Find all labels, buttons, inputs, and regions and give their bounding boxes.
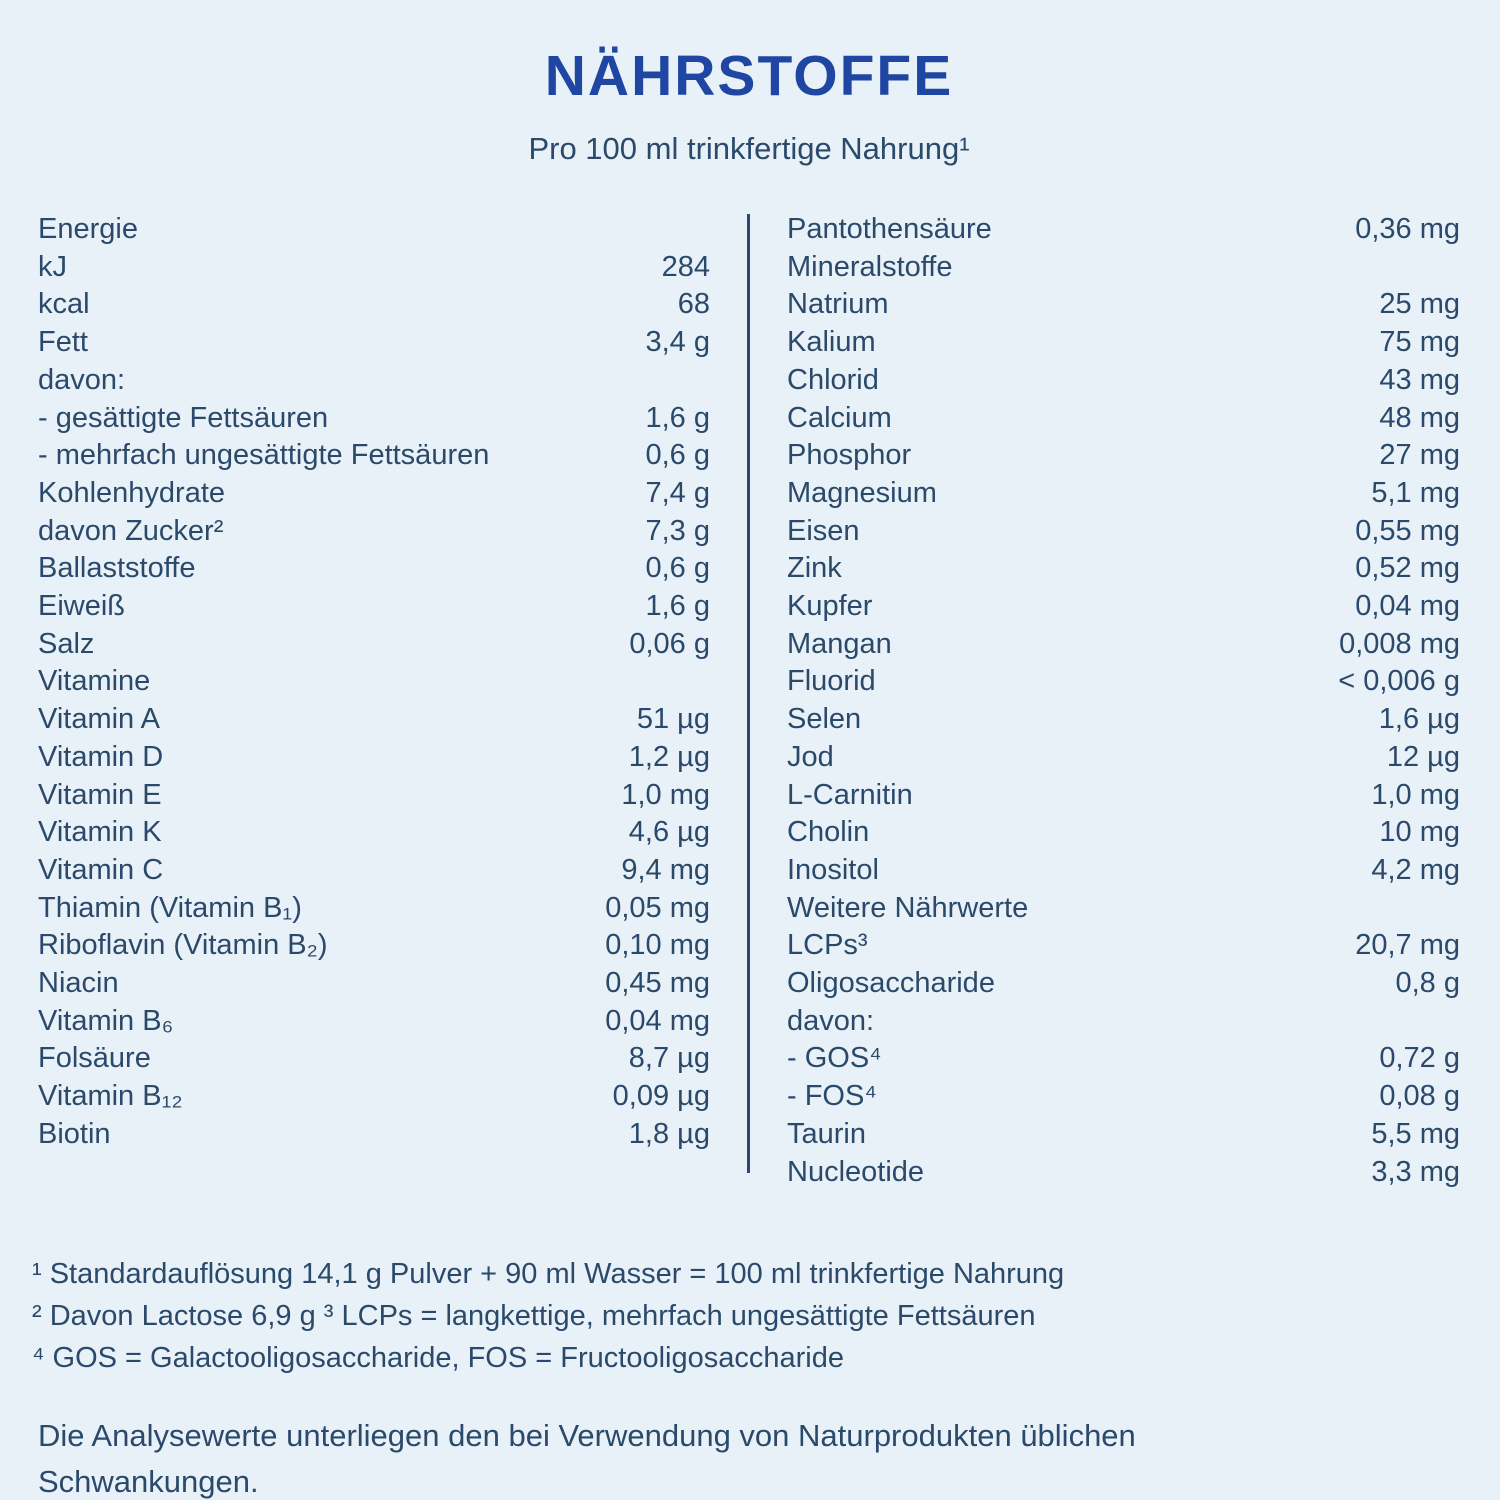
table-row: [787, 1078, 1460, 1116]
table-row: [787, 814, 1460, 852]
nutrient-label: Zink: [787, 552, 842, 585]
nutrient-table-left-column: [38, 211, 710, 1154]
nutrient-value: 3,4 g: [645, 326, 710, 359]
nutrient-label: Cholin: [787, 816, 870, 849]
footnote-line: ¹ Standardauflösung 14,1 g Pulver + 90 ml Wasser = 100 ml trinkfertige Nahrung: [32, 1258, 1065, 1291]
table-row: [38, 550, 710, 588]
table-row: [787, 550, 1460, 588]
table-row: [38, 701, 710, 739]
nutrient-value: 1,6 g: [645, 590, 710, 623]
nutrient-label: Kupfer: [787, 590, 873, 623]
nutrient-value: 0,72 g: [1379, 1042, 1460, 1075]
nutrient-value: 7,3 g: [645, 514, 710, 547]
nutrient-value: 1,6 µg: [1378, 703, 1460, 736]
nutrient-value: 10 mg: [1379, 816, 1460, 849]
table-row: [787, 324, 1460, 362]
nutrient-label: davon Zucker²: [38, 514, 224, 547]
nutrient-value: 0,05 mg: [605, 891, 710, 924]
nutrient-label: kcal: [38, 288, 90, 321]
nutrient-value: 68: [677, 288, 710, 321]
table-row: [787, 927, 1460, 965]
table-row: [787, 286, 1460, 324]
table-row: [38, 475, 710, 513]
nutrient-label: Biotin: [38, 1117, 111, 1150]
table-row: [38, 588, 710, 626]
nutrient-label: Calcium: [787, 401, 892, 434]
table-row: [787, 249, 1460, 287]
nutrient-label: Mangan: [787, 627, 892, 660]
nutrient-label: Taurin: [787, 1117, 866, 1150]
nutrient-value: 27 mg: [1379, 439, 1460, 472]
nutrient-value: 0,6 g: [645, 439, 710, 472]
table-row: [38, 513, 710, 551]
nutrient-value: 5,5 mg: [1371, 1117, 1460, 1150]
nutrient-label: Inositol: [787, 853, 879, 886]
nutrient-label: kJ: [38, 250, 67, 283]
nutrient-label: Kohlenhydrate: [38, 476, 226, 509]
nutrient-label: Oligosaccharide: [787, 967, 995, 1000]
table-row: [38, 362, 710, 400]
table-row: [38, 1040, 710, 1078]
nutrient-value: 1,6 g: [645, 401, 710, 434]
nutrient-label: Nucleotide: [787, 1155, 925, 1188]
page-title: NÄHRSTOFFE: [544, 44, 954, 108]
table-row: [787, 890, 1460, 928]
nutrient-value: 75 mg: [1379, 326, 1460, 359]
nutrient-value: 1,2 µg: [628, 740, 710, 773]
nutrient-label: LCPs³: [787, 929, 868, 962]
nutrient-label: Fett: [38, 326, 88, 359]
nutrient-label: Vitamin B₁₂: [38, 1080, 183, 1113]
nutrient-label: Chlorid: [787, 363, 879, 396]
nutrient-value: 9,4 mg: [621, 853, 710, 886]
nutrient-value: 0,008 mg: [1339, 627, 1460, 660]
table-row: [38, 814, 710, 852]
nutrient-value: 43 mg: [1379, 363, 1460, 396]
nutrient-value: 8,7 µg: [628, 1042, 710, 1075]
table-row: [38, 890, 710, 928]
nutrient-label: Weitere Nährwerte: [787, 891, 1029, 924]
nutrient-value: 1,0 mg: [1371, 778, 1460, 811]
column-divider: [747, 214, 750, 1173]
footnote-line: ² Davon Lactose 6,9 g ³ LCPs = langkettige, mehrfach ungesättigte Fettsäuren: [32, 1300, 1036, 1333]
table-row: [38, 663, 710, 701]
nutrient-label: Selen: [787, 703, 862, 736]
footnote-line: ⁴ GOS = Galactooligosaccharide, FOS = Fructooligosaccharide: [32, 1342, 844, 1375]
table-row: [787, 1003, 1460, 1041]
table-row: [787, 513, 1460, 551]
nutrient-value: 48 mg: [1379, 401, 1460, 434]
table-row: [787, 777, 1460, 815]
nutrient-label: Phosphor: [787, 439, 912, 472]
table-row: [38, 324, 710, 362]
nutrient-value: 1,8 µg: [628, 1117, 710, 1150]
nutrient-label: Vitamin A: [38, 703, 160, 736]
table-row: [787, 475, 1460, 513]
table-row: [787, 701, 1460, 739]
nutrient-value: 0,36 mg: [1355, 213, 1460, 245]
nutrient-value: 4,6 µg: [628, 816, 710, 849]
nutrient-label: Eisen: [787, 514, 860, 547]
nutrient-label: Ballaststoffe: [38, 552, 196, 585]
table-row: [787, 1116, 1460, 1154]
footnotes: [32, 1253, 1460, 1379]
page-subtitle: Pro 100 ml trinkfertige Nahrung¹: [528, 131, 970, 166]
nutrient-label: Niacin: [38, 967, 119, 1000]
table-row: [38, 400, 710, 438]
nutrient-label: Vitamin E: [38, 778, 162, 811]
table-row: [787, 362, 1460, 400]
nutrient-label: Natrium: [787, 288, 889, 321]
nutrient-value: 51 µg: [636, 703, 710, 736]
table-row: [787, 588, 1460, 626]
table-row: [38, 777, 710, 815]
nutrient-label: Pantothensäure: [787, 213, 992, 245]
nutrient-label: - FOS⁴: [787, 1080, 877, 1113]
table-row: [38, 286, 710, 324]
nutrient-value: 0,06 g: [629, 627, 710, 660]
nutrient-label: Mineralstoffe: [787, 250, 953, 283]
nutrient-label: davon:: [787, 1004, 875, 1037]
table-row: [38, 249, 710, 287]
table-row: [787, 1154, 1460, 1192]
table-row: [38, 1003, 710, 1041]
table-row: [38, 626, 710, 664]
table-row: [38, 927, 710, 965]
nutrient-value: 25 mg: [1379, 288, 1460, 321]
nutrient-value: 0,08 g: [1379, 1080, 1460, 1113]
table-row: [38, 739, 710, 777]
table-row: [38, 852, 710, 890]
nutrient-label: Folsäure: [38, 1042, 151, 1075]
disclaimer: Die Analysewerte unterliegen den bei Verwendung von Naturprodukten üblichen Schwankungen.: [38, 1418, 1136, 1500]
nutrient-value: 0,09 µg: [612, 1080, 710, 1113]
nutrient-value: 3,3 mg: [1371, 1155, 1460, 1188]
nutrient-label: - gesättigte Fettsäuren: [38, 401, 329, 434]
table-row: [787, 852, 1460, 890]
nutrient-label: L-Carnitin: [787, 778, 913, 811]
nutrient-value: 0,8 g: [1395, 967, 1460, 1000]
table-row: [787, 739, 1460, 777]
nutrient-label: - mehrfach ungesättigte Fettsäuren: [38, 439, 490, 472]
nutrient-value: 0,6 g: [645, 552, 710, 585]
nutrient-label: Vitamin D: [38, 740, 164, 773]
nutrient-label: Energie: [38, 213, 138, 245]
nutrient-label: Jod: [787, 740, 834, 773]
nutrient-value: 7,4 g: [645, 476, 710, 509]
table-row: [38, 965, 710, 1003]
table-row: [38, 211, 710, 249]
nutrient-value: 1,0 mg: [621, 778, 710, 811]
nutrient-value: 0,10 mg: [605, 929, 710, 962]
nutrient-value: 0,55 mg: [1355, 514, 1460, 547]
nutrient-value: 284: [661, 250, 710, 283]
table-row: [787, 400, 1460, 438]
nutrient-value: 4,2 mg: [1371, 853, 1460, 886]
nutrient-label: Vitamin C: [38, 853, 164, 886]
nutrient-label: - GOS⁴: [787, 1042, 882, 1075]
nutrient-label: Vitamine: [38, 665, 151, 698]
nutrient-label: Thiamin (Vitamin B₁): [38, 891, 302, 924]
nutrient-table-right-column: [787, 211, 1460, 1191]
nutrient-label: Riboflavin (Vitamin B₂): [38, 929, 328, 962]
nutrient-label: davon:: [38, 363, 126, 396]
nutrient-label: Fluorid: [787, 665, 876, 698]
nutrient-value: 12 µg: [1386, 740, 1460, 773]
nutrient-label: Eiweiß: [38, 590, 126, 623]
nutrient-table: [38, 211, 1460, 1191]
nutrient-value: 0,04 mg: [605, 1004, 710, 1037]
nutrient-value: 0,45 mg: [605, 967, 710, 1000]
nutrient-label: Vitamin K: [38, 816, 162, 849]
nutrient-value: 0,52 mg: [1355, 552, 1460, 585]
nutrient-label: Magnesium: [787, 476, 937, 509]
table-row: [38, 1078, 710, 1116]
table-row: [38, 437, 710, 475]
nutrient-label: Vitamin B₆: [38, 1004, 174, 1037]
nutrient-label: Salz: [38, 627, 95, 660]
table-row: [38, 1116, 710, 1154]
nutrient-value: < 0,006 g: [1338, 665, 1460, 698]
table-row: [787, 626, 1460, 664]
nutrient-value: 20,7 mg: [1355, 929, 1460, 962]
nutrient-value: 5,1 mg: [1371, 476, 1460, 509]
table-row: [787, 663, 1460, 701]
nutrient-label: Kalium: [787, 326, 876, 359]
table-row: [787, 437, 1460, 475]
nutrient-value: 0,04 mg: [1355, 590, 1460, 623]
table-row: [787, 965, 1460, 1003]
table-row: [787, 211, 1460, 249]
table-row: [787, 1040, 1460, 1078]
